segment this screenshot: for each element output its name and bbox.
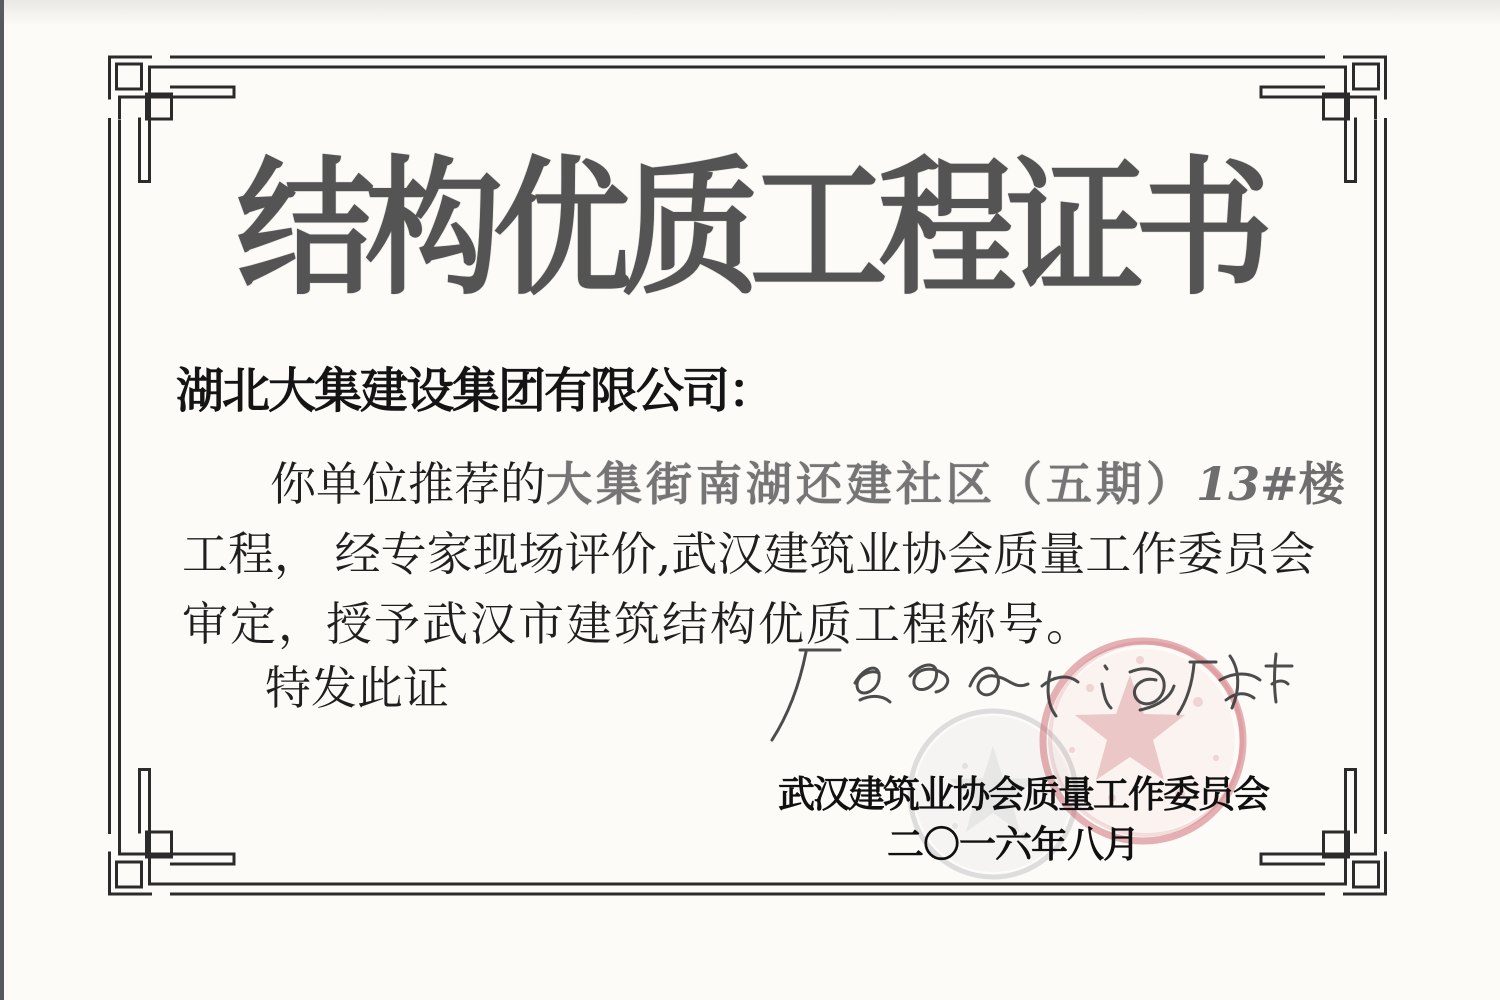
body-line-2: 工程， 经专家现场评价,武汉建筑业协会质量工作委员会 [182, 527, 1316, 581]
recipient-line: 湖北大集建设集团有限公司： [176, 363, 775, 419]
issuer-name: 武汉建筑业协会质量工作委员会 [778, 772, 1268, 816]
building-number: 13 [1196, 457, 1261, 511]
building-number-suffix: #楼 [1260, 457, 1345, 511]
issue-date: 二〇一六年八月 [887, 822, 1139, 866]
body-line-1 [270, 448, 1345, 514]
signature-handwriting [760, 628, 1305, 753]
project-name-highlight: 大集街南湖还建社区（五期） [546, 457, 1196, 511]
certificate-title: 结构优质工程证书 [236, 143, 1264, 315]
closing-phrase: 特发此证 [265, 661, 449, 715]
body-line-3: 审定，授予武汉市建筑结构优质工程称号。 [182, 597, 1094, 651]
body-line-1-prefix: 你单位推荐的 [270, 457, 546, 511]
